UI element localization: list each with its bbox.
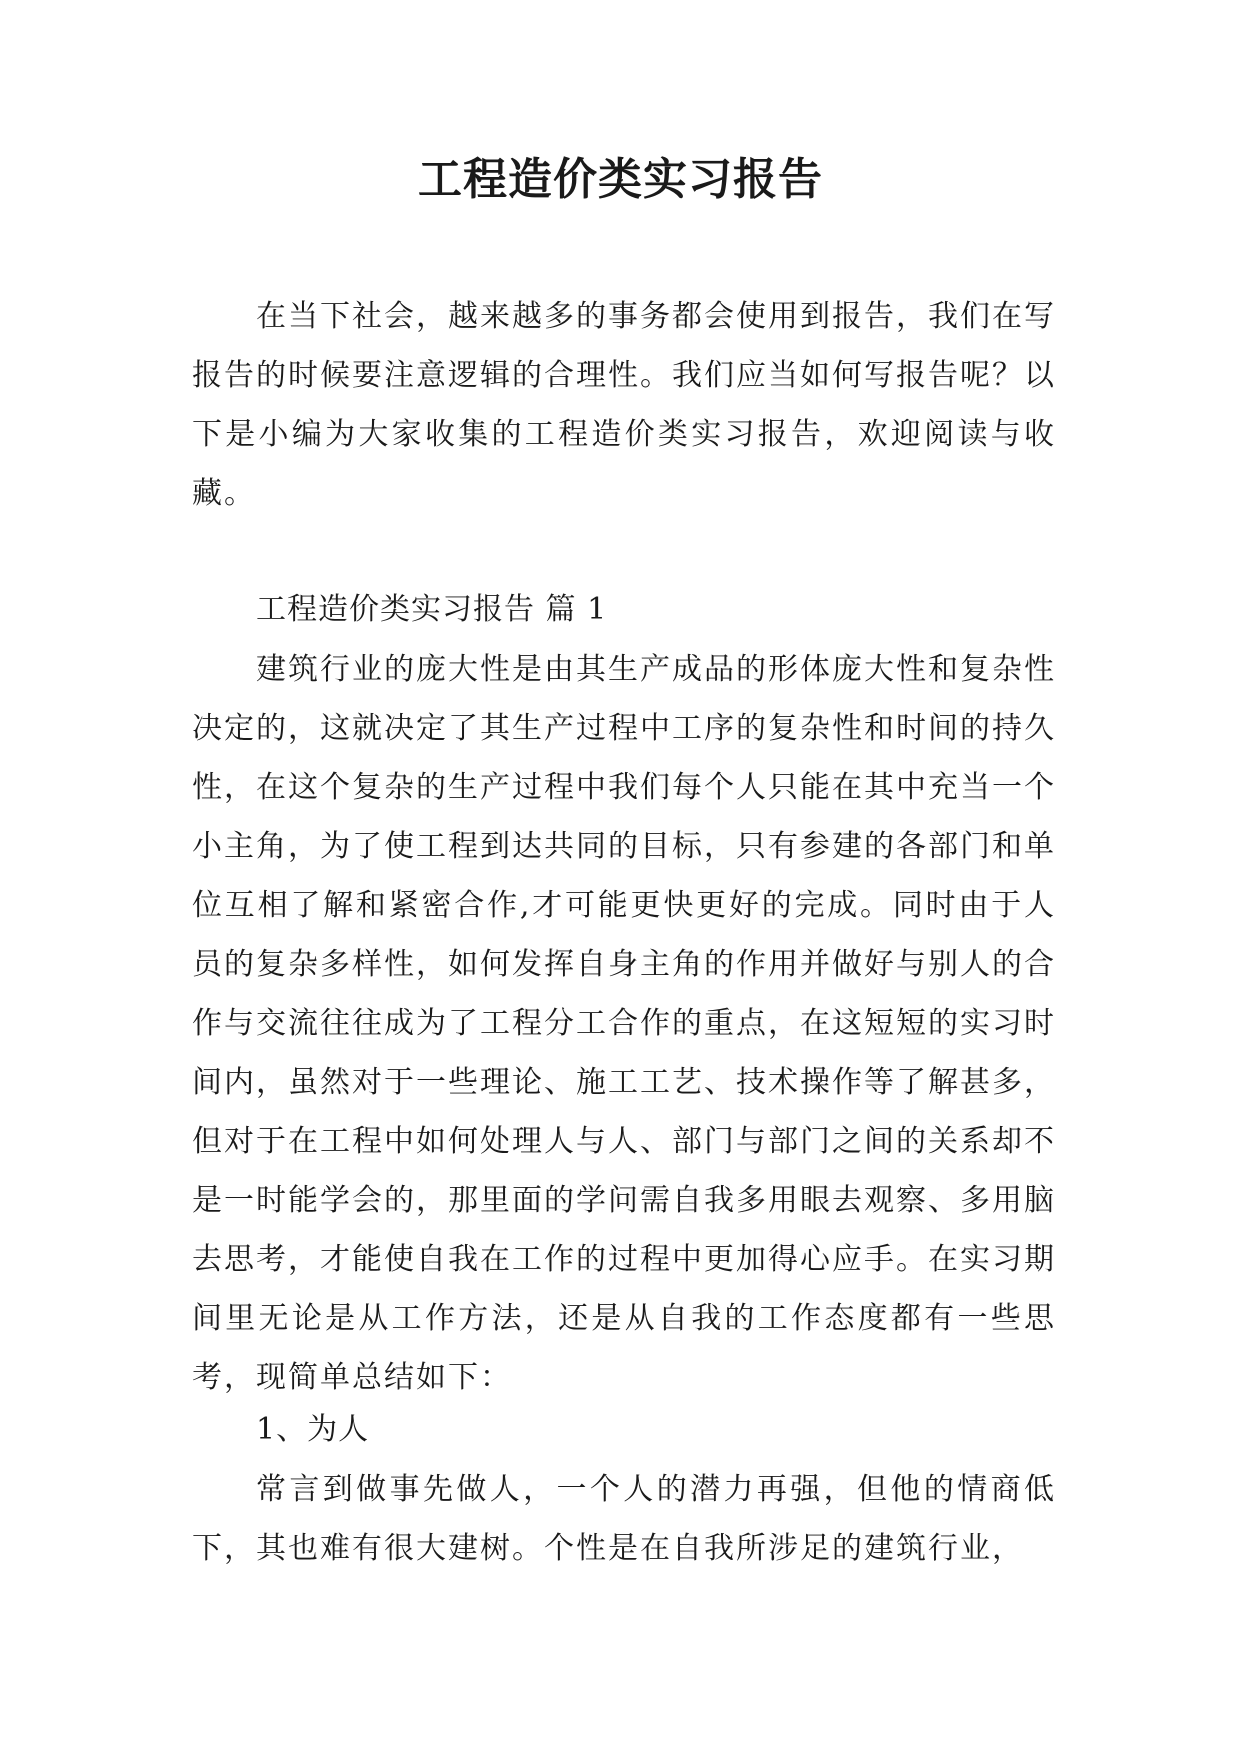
document-title: 工程造价类实习报告: [418, 154, 823, 205]
subsection-paragraph: 常言到做事先做人，一个人的潜力再强，但他的情商低下，其也难有很大建树。个性是在自我所涉足的建筑行业，: [192, 1472, 1056, 1566]
section-heading: 工程造价类实习报告 篇 1: [256, 592, 608, 627]
subsection-heading: 1、为人: [256, 1412, 370, 1447]
section-paragraph: 建筑行业的庞大性是由其生产成品的形体庞大性和复杂性决定的，这就决定了其生产过程中工序的复杂性和时间的持久性，在这个复杂的生产过程中我们每个人只能在其中充当一个小主角，为了使工程到达共同的目标，只有参建的各部门和单位互相了解和紧密合作,才可能更快更好的完成。同时由于人员的复杂多样性，如何发挥自身主角的作用并做好与别人的合作与交流往往成为了工程分工合作的重点，在这短短的实习时间内，虽然对于一些理论、施工工艺、技术操作等了解甚多，但对于在工程中如何处理人与人、部门与部门之间的关系却不是一时能学会的，那里面的学问需自我多用眼去观察、多用脑去思考，才能使自我在工作的过程中更加得心应手。在实习期间里无论是从工作方法，还是从自我的工作态度都有一些思考，现简单总结如下：: [192, 652, 1056, 1395]
intro-paragraph: 在当下社会，越来越多的事务都会使用到报告，我们在写报告的时候要注意逻辑的合理性。我们应当如何写报告呢？以下是小编为大家收集的工程造价类实习报告，欢迎阅读与收藏。: [192, 299, 1056, 511]
